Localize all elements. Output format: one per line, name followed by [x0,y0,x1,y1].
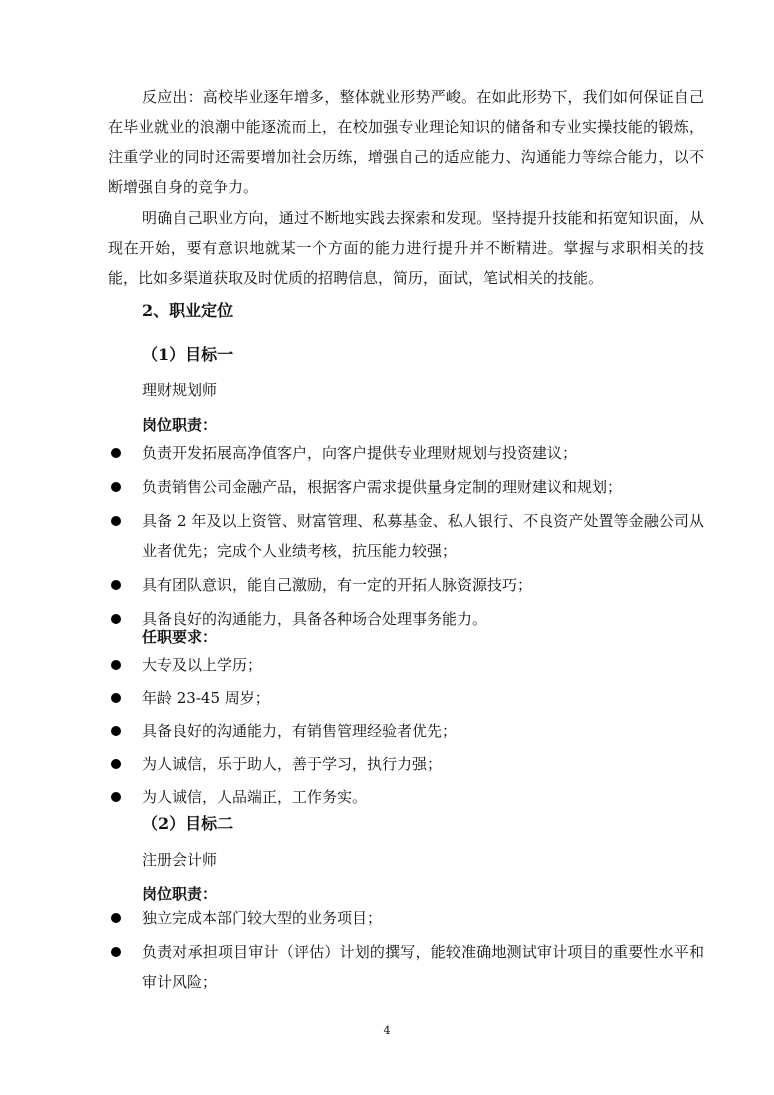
goal2-heading: （2）目标二 [142,814,234,833]
bullet-icon [111,614,121,624]
bullet-icon [111,516,121,526]
bullet-icon [111,792,121,802]
bullet-icon [111,693,121,703]
list-item: 大专及以上学历； [108,650,704,680]
goal1-heading: （1）目标一 [142,345,234,364]
bullet-icon [111,482,121,492]
list-item: 具备 2 年及以上资管、财富管理、私募基金、私人银行、不良资产处置等金融公司从业者优先；完成个人业绩考核，抗压能力较强； [108,506,704,566]
goal1-duties-label: 岗位职责： [142,416,218,434]
bullet-icon [111,759,121,769]
goal2-duties-list [108,903,704,1001]
list-item: 独立完成本部门较大型的业务项目； [108,903,704,933]
goal1-requirements-list [108,650,704,815]
bullet-icon [111,726,121,736]
bullet-icon [111,660,121,670]
bullet-icon [111,947,121,957]
list-item: 负责销售公司金融产品，根据客户需求提供量身定制的理财建议和规划； [108,472,704,502]
list-item: 具备良好的沟通能力，具备各种场合处理事务能力。 [108,604,704,634]
goal1-duties-list [108,438,704,638]
list-item: 为人诚信，人品端正，工作务实。 [108,782,704,812]
paragraph-direction: 明确自己职业方向，通过不断地实践去探索和发现。坚持提升技能和拓宽知识面，从现在开始，要有意识地就某一个方面的能力进行提升并不断精进。掌握与求职相关的技能，比如多渠道获取及时优质的招聘信息，简历，面试，笔试相关的技能。 [108,209,704,287]
list-item: 为人诚信，乐于助人，善于学习，执行力强； [108,749,704,779]
goal1-job-title: 理财规划师 [142,381,218,399]
list-item: 具备良好的沟通能力，有销售管理经验者优先； [108,716,704,746]
goal2-duties-label: 岗位职责： [142,885,218,903]
page-number: 4 [383,1024,391,1037]
bullet-icon [111,580,121,590]
list-item: 负责开发拓展高净值客户，向客户提供专业理财规划与投资建议； [108,438,704,468]
bullet-icon [111,913,121,923]
paragraph-conclusion: 反应出：高校毕业逐年增多，整体就业形势严峻。在如此形势下，我们如何保证自己在毕业就业的浪潮中能逐流而上，在校加强专业理论知识的储备和专业实操技能的锻炼，注重学业的同时还需要增加社会历练，增强自己的适应能力、沟通能力等综合能力，以不断增强自身的竞争力。 [108,88,704,196]
list-item: 负责对承担项目审计（评估）计划的撰写，能较准确地测试审计项目的重要性水平和审计风险； [108,937,704,997]
goal2-job-title: 注册会计师 [142,851,218,869]
list-item: 年龄 23-45 周岁； [108,683,704,713]
section-heading: 2、职业定位 [142,301,234,320]
goal1-requirements-label: 任职要求： [142,628,218,646]
bullet-icon [111,448,121,458]
list-item: 具有团队意识，能自己激励，有一定的开拓人脉资源技巧； [108,570,704,600]
